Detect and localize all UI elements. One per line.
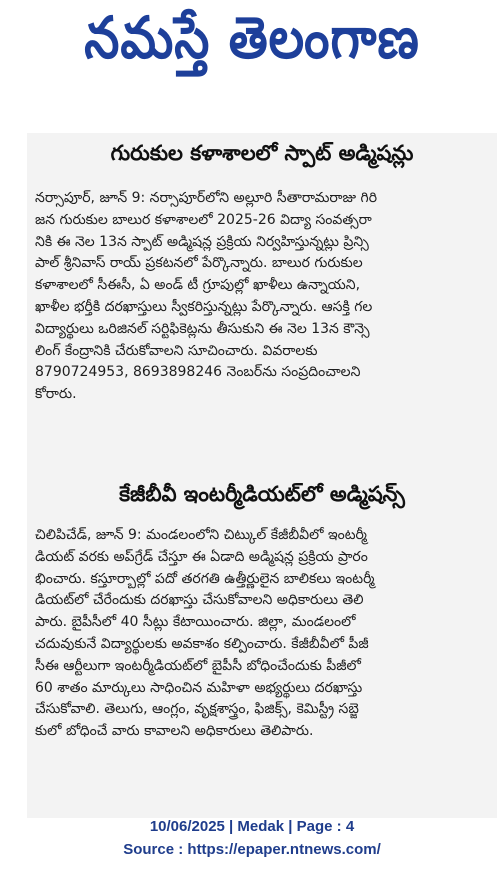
article2-body: చిలిపిచేడ్, జూన్ 9: మండలంలోని చిట్కుల్ కేజీబీవీలో ఇంటర్మీ డియట్ వరకు అప్‌గ్రేడ్ చేస్తూ ఈ ఏడాది అడ్మిషన్ల ప్రక్రియ ప్రారం భించారు. కస్తూర్బాల్లో పదో తరగతి ఉత్తీర్ణులైన బాలికలు ఇంటర్మీ డియట్‌లో చేరేందుకు దరఖాస్తు చేసుకోవాలని అధికారులు తెలి పారు. బైపీసీలో 40 సీట్లు కేటాయించారు. జిల్లా, మండలంలో చదువుకునే విద్యార్థులకు అవకాశం కల్పించారు. కేజీబీవీలో పీజీ సీఈ ఆర్టీలుగా ఇంటర్మీడియట్‌లో బైపీసీ బోధించేందుకు పీజీలో 60 శాతం మార్కులు సాధించిన మహిళా అభ్యర్థులు దరఖాస్తు చేసుకోవాలి. తెలుగు, ఆంగ్లం, వృక్షశాస్త్రం, ఫిజిక్స్, కెమిస్ట్రీ సబ్జె కులో బోధించే వారు కావాలని అధికారులు తెలిపారు. bbox=[35, 527, 375, 740]
newspaper-logo: నమస్తే తెలంగాణ bbox=[84, 4, 420, 71]
news-clipping bbox=[27, 133, 497, 818]
footer-date-edition: 10/06/2025 | Medak | Page : 4 bbox=[149, 818, 355, 835]
article2-headline: కేజీబీవీ ఇంటర్మీడియట్‌లో అడ్మిషన్స్ bbox=[119, 482, 405, 506]
article1-headline: గురుకుల కళాశాలలో స్పాట్ అడ్మిషన్లు bbox=[110, 141, 414, 165]
article1-body: నర్సాపూర్, జూన్ 9: నర్సాపూర్‌లోని అల్లూరి సీతారామరాజు గిరి జన గురుకుల బాలుర కళాశాలలో 2025-26 విద్యా సంవత్సరా నికి ఈ నెల 13న స్పాట్ అడ్మిషన్ల ప్రక్రియ నిర్వహిస్తున్నట్లు ప్రిన్సి పాల్ శ్రీనివాస్ రాయ్ ప్రకటనలో పేర్కొన్నారు. బాలుర గురుకుల కళాశాలలో సీఈసీ, ఏ అండ్ టీ గ్రూపుల్లో ఖాళీలు ఉన్నాయని, ఖాళీల భర్తీకి దరఖాస్తులు స్వీకరిస్తున్నట్లు పేర్కొన్నారు. ఆసక్తి గల విద్యార్థులు ఒరిజినల్ సర్టిఫికెట్లను తీసుకుని ఈ నెల 13న కౌన్సె లింగ్ కేంద్రానికి చేరుకోవాలని సూచించారు. వివరాలకు 8790724953, 8693898246 నెంబర్‌ను సంప్రదించాలని కోరారు. bbox=[35, 190, 377, 403]
masthead bbox=[0, 0, 504, 90]
footer-source: Source : https://epaper.ntnews.com/ bbox=[123, 841, 381, 858]
